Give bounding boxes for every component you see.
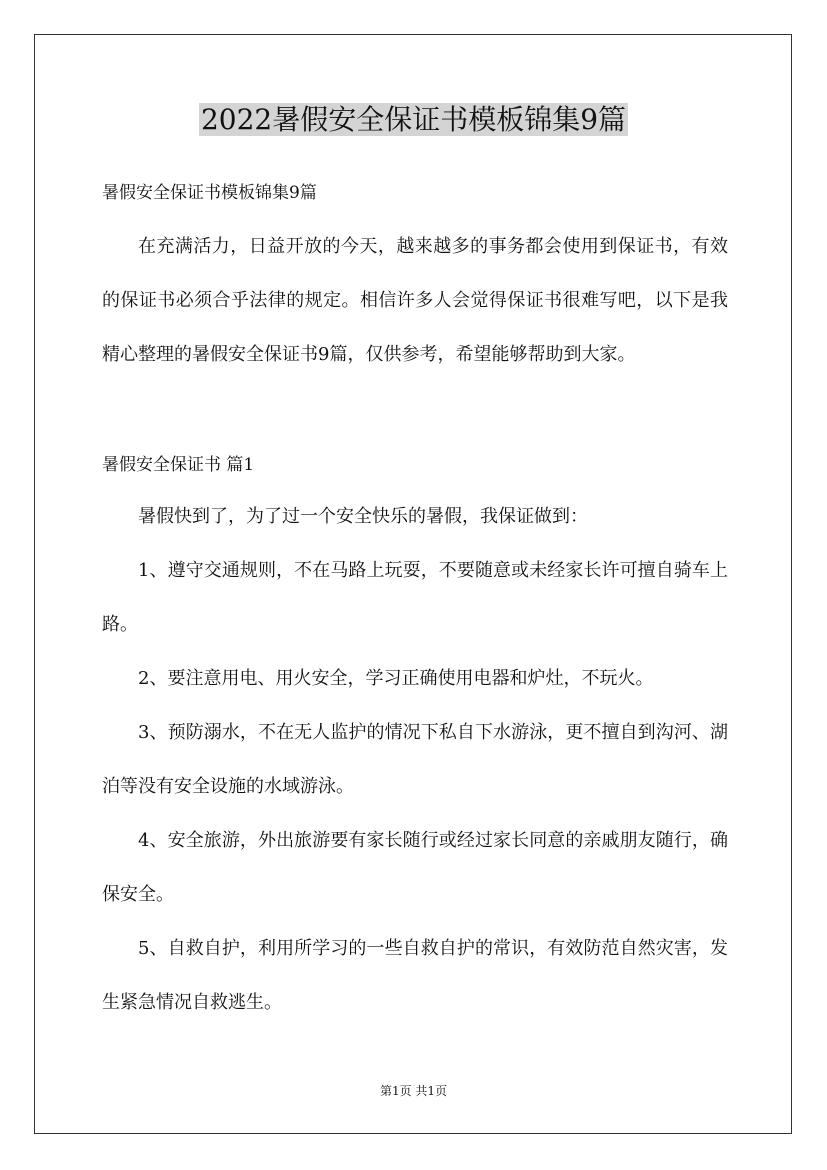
document-subtitle: 暑假安全保证书模板锦集9篇 xyxy=(102,183,317,203)
document-title xyxy=(0,100,827,140)
paragraph-5: 4、安全旅游，外出旅游要有家长随行或经过家长同意的亲戚朋友随行，确保安全。 xyxy=(102,830,728,905)
paragraph-1: 暑假快到了，为了过一个安全快乐的暑假，我保证做到： xyxy=(138,506,588,527)
page-footer: 第1页 共1页 xyxy=(379,1084,448,1098)
section-heading-1: 暑假安全保证书 篇1 xyxy=(102,455,255,475)
paragraph-6: 5、自救自护，利用所学习的一些自救自护的常识，有效防范自然灾害，发生紧急情况自救逃生。 xyxy=(102,938,728,1013)
paragraph-4: 3、预防溺水，不在无人监护的情况下私自下水游泳，更不擅自到沟河、湖泊等没有安全设施的水域游泳。 xyxy=(102,722,728,797)
paragraph-2: 1、遵守交通规则，不在马路上玩耍，不要随意或未经家长许可擅自骑车上路。 xyxy=(102,560,728,635)
paragraph-3: 2、要注意用电、用火安全，学习正确使用电器和炉灶，不玩火。 xyxy=(138,668,654,689)
document-title-text: 2022暑假安全保证书模板锦集9篇 xyxy=(200,103,627,136)
intro-paragraph: 在充满活力，日益开放的今天，越来越多的事务都会使用到保证书，有效的保证书必须合乎法律的规定。相信许多人会觉得保证书很难写吧，以下是我精心整理的暑假安全保证书9篇，仅供参考，希望能够帮助到大家。 xyxy=(102,236,728,365)
